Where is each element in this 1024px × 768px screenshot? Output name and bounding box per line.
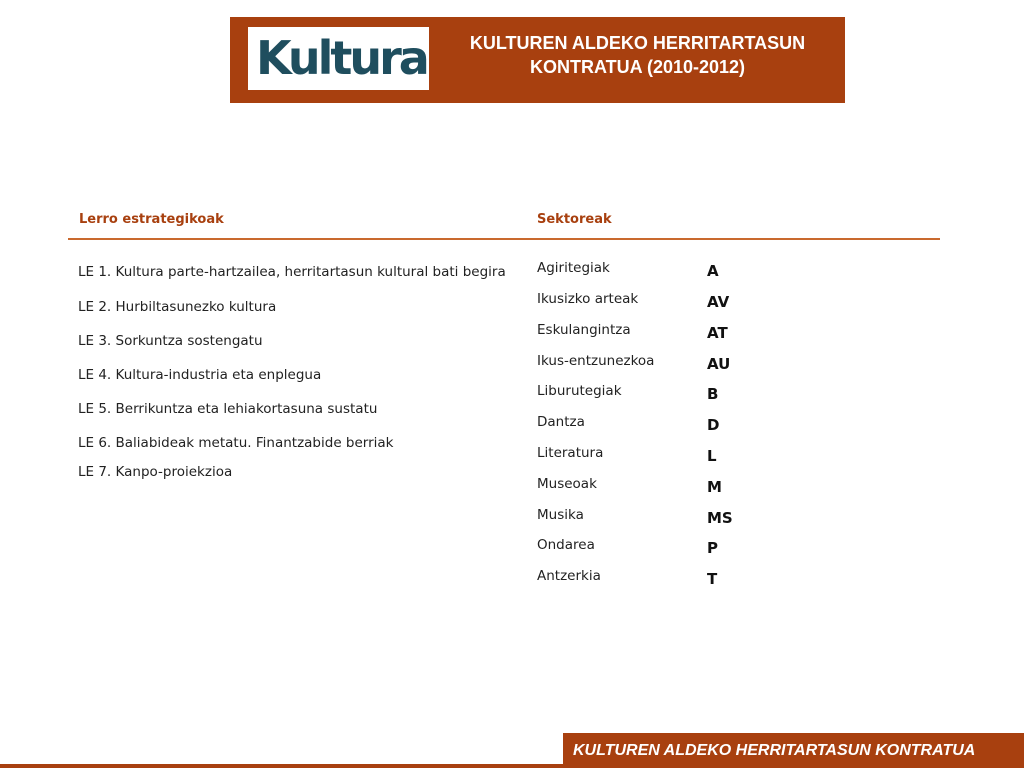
sector-name: Ikusizko arteak — [537, 291, 639, 307]
sector-name: Museoak — [537, 476, 597, 492]
strategic-line-item: LE 2. Hurbiltasunezko kultura — [78, 299, 277, 315]
sector-name: Agiritegiak — [537, 260, 610, 276]
sector-code: MS — [707, 509, 733, 527]
sector-code: B — [707, 385, 719, 403]
sectors-heading: Sektoreak — [537, 212, 612, 227]
sector-name: Dantza — [537, 414, 585, 430]
page-title — [440, 31, 835, 79]
sector-code: A — [707, 262, 719, 280]
sector-code: AT — [707, 324, 728, 342]
sector-name: Ikus-entzunezkoa — [537, 353, 655, 369]
sector-code: AU — [707, 355, 731, 373]
strategic-line-item: LE 6. Baliabideak metatu. Finantzabide berriak — [78, 435, 394, 451]
sector-name: Eskulangintza — [537, 322, 631, 338]
sector-code: T — [707, 570, 718, 588]
strategic-line-item: LE 4. Kultura-industria eta enplegua — [78, 367, 322, 383]
logo-text: Kultura — [256, 31, 427, 85]
strategic-lines-heading: Lerro estrategikoak — [79, 212, 224, 227]
sector-name: Literatura — [537, 445, 604, 461]
strategic-line-item: LE 5. Berrikuntza eta lehiakortasuna sustatu — [78, 401, 378, 417]
heading-divider — [68, 238, 940, 240]
strategic-line-item: LE 1. Kultura parte-hartzailea, herritartasun kultural bati begira — [78, 264, 506, 280]
sector-code: AV — [707, 293, 730, 311]
kultura-logo — [248, 27, 429, 90]
strategic-line-item: LE 3. Sorkuntza sostengatu — [78, 333, 263, 349]
sector-name: Antzerkia — [537, 568, 601, 584]
footer-banner — [563, 733, 1024, 768]
title-line-1: KULTUREN ALDEKO HERRITARTASUN — [469, 33, 806, 53]
sector-code: D — [707, 416, 720, 434]
footer-title: KULTUREN ALDEKO HERRITARTASUN KONTRATUA — [573, 742, 976, 759]
sector-code: L — [707, 447, 717, 465]
strategic-line-item: LE 7. Kanpo-proiekzioa — [78, 464, 233, 480]
title-line-2: KONTRATUA (2010-2012) — [529, 57, 746, 77]
sector-code: P — [707, 539, 718, 557]
sector-name: Liburutegiak — [537, 383, 622, 399]
sector-name: Ondarea — [537, 537, 595, 553]
header-banner — [230, 17, 845, 103]
sector-name: Musika — [537, 507, 584, 523]
sector-code: M — [707, 478, 722, 496]
